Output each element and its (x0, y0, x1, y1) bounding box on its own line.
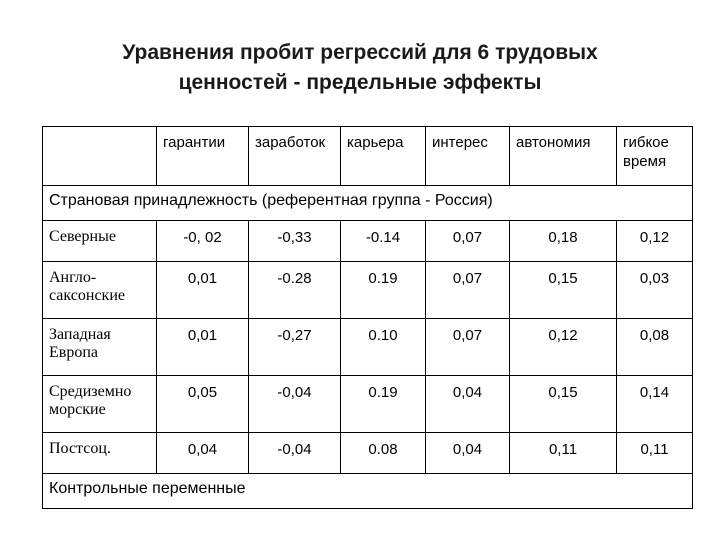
header-career: карьера (341, 127, 426, 186)
cell-value: 0,11 (617, 433, 693, 474)
row-label: Англо-саксонские (43, 262, 157, 319)
table-row (43, 262, 693, 319)
row-label: Средиземно морские (43, 376, 157, 433)
cell-value: 0,15 (510, 376, 617, 433)
header-earnings: заработок (249, 127, 341, 186)
title-line-2: ценностей - предельные эффекты (178, 71, 542, 94)
header-flexible-time: гибкое время (617, 127, 693, 186)
cell-value: 0.19 (341, 262, 426, 319)
table-row (43, 221, 693, 262)
row-label: Постсоц. (43, 433, 157, 474)
cell-value: 0,15 (510, 262, 617, 319)
cell-value: 0,12 (617, 221, 693, 262)
cell-value: 0,07 (426, 319, 510, 376)
page-title (0, 38, 720, 98)
table-row (43, 319, 693, 376)
cell-value: 0,12 (510, 319, 617, 376)
cell-value: 0.19 (341, 376, 426, 433)
header-guarantees: гарантии (157, 127, 249, 186)
row-label: Западная Европа (43, 319, 157, 376)
cell-value: -0.28 (249, 262, 341, 319)
cell-value: 0,01 (157, 319, 249, 376)
cell-value: -0, 02 (157, 221, 249, 262)
title-line-1: Уравнения пробит регрессий для 6 трудовых (122, 41, 598, 64)
section-label-controls: Контрольные переменные (43, 474, 693, 509)
cell-value: -0.14 (341, 221, 426, 262)
section-label-country: Страновая принадлежность (референтная группа - Россия) (43, 186, 693, 221)
cell-value: -0,04 (249, 433, 341, 474)
cell-value: 0,04 (157, 433, 249, 474)
section-row-country (43, 186, 693, 221)
table-row (43, 376, 693, 433)
cell-value: -0,33 (249, 221, 341, 262)
row-label: Северные (43, 221, 157, 262)
cell-value: 0,11 (510, 433, 617, 474)
table-row (43, 433, 693, 474)
cell-value: 0,04 (426, 376, 510, 433)
cell-value: 0,14 (617, 376, 693, 433)
header-interest: интерес (426, 127, 510, 186)
cell-value: -0,27 (249, 319, 341, 376)
header-empty (43, 127, 157, 186)
section-row-controls (43, 474, 693, 509)
header-autonomy: автономия (510, 127, 617, 186)
cell-value: -0,04 (249, 376, 341, 433)
cell-value: 0.08 (341, 433, 426, 474)
cell-value: 0,18 (510, 221, 617, 262)
header-row (43, 127, 693, 186)
cell-value: 0,04 (426, 433, 510, 474)
cell-value: 0,05 (157, 376, 249, 433)
cell-value: 0,07 (426, 221, 510, 262)
cell-value: 0,03 (617, 262, 693, 319)
cell-value: 0,08 (617, 319, 693, 376)
cell-value: 0,07 (426, 262, 510, 319)
marginal-effects-table (42, 126, 693, 509)
cell-value: 0.10 (341, 319, 426, 376)
cell-value: 0,01 (157, 262, 249, 319)
